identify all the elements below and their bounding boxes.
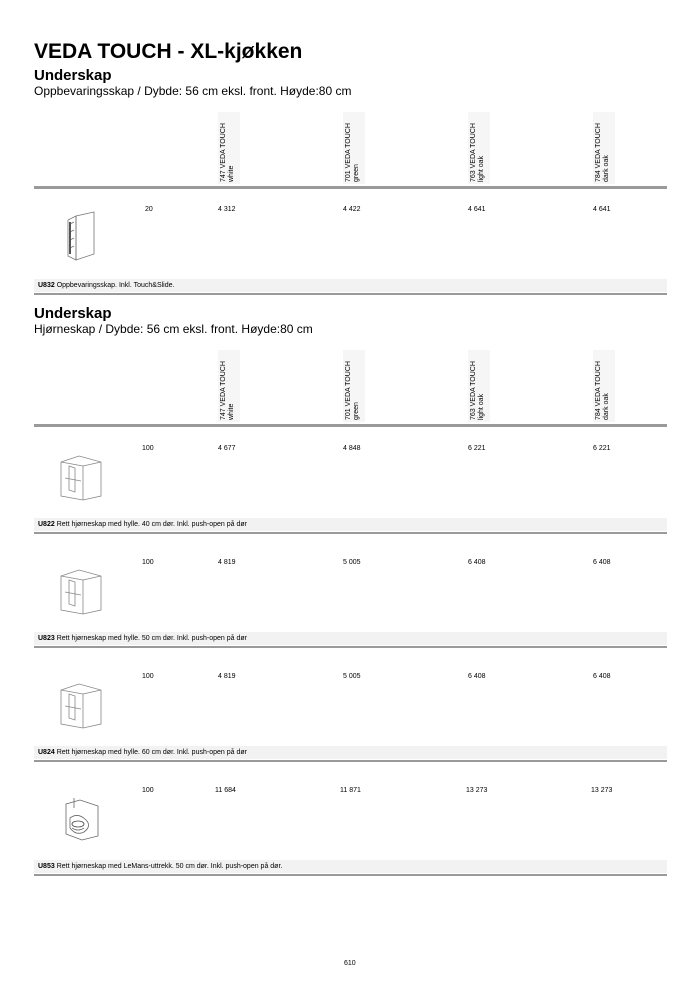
column-header-line1: 763 VEDA TOUCH [470,361,477,420]
price-light-oak: 6 408 [468,673,486,680]
column-header-green [343,112,365,184]
row-description [34,279,667,292]
corner-cabinet-icon [55,566,107,616]
price-green: 4 848 [343,445,361,452]
section-subheading: Hjørneskap / Dybde: 56 cm eksl. front. Høyde:80 cm [34,322,313,336]
product-code: U824 [38,749,55,756]
column-header-line2: green [353,164,360,182]
product-description: Rett hjørneskap med hylle. 50 cm dør. Inkl. push-open på dør [56,635,247,642]
product-code: U853 [38,863,55,870]
price-white: 11 684 [215,787,236,794]
column-header-light-oak [468,350,490,422]
price-green: 5 005 [343,559,361,566]
qty: 100 [142,673,154,680]
column-header-line1: 747 VEDA TOUCH [220,123,227,182]
price-white: 4 819 [218,559,236,566]
product-code: U832 [38,282,55,289]
row-divider [34,874,667,876]
page-title: VEDA TOUCH - XL-kjøkken [34,40,303,63]
column-header-line1: 784 VEDA TOUCH [595,123,602,182]
row-divider [34,646,667,648]
price-dark-oak: 6 221 [593,445,611,452]
price-light-oak: 13 273 [466,787,488,794]
column-header-line1: 763 VEDA TOUCH [470,123,477,182]
column-header-white [218,112,240,184]
column-header-white [218,350,240,422]
section-heading: Underskap [34,67,112,84]
corner-cabinet-icon [55,452,107,502]
column-header-line2: dark oak [603,393,610,420]
column-header-line1: 747 VEDA TOUCH [220,361,227,420]
column-header-dark-oak [593,350,615,422]
qty: 100 [142,559,154,566]
qty: 100 [142,445,154,452]
price-light-oak: 4 641 [468,206,486,213]
column-header-light-oak [468,112,490,184]
price-light-oak: 6 408 [468,559,486,566]
row-divider [34,293,667,295]
product-code: U823 [38,635,55,642]
column-header-line2: white [228,403,235,420]
row-description [34,860,667,873]
column-header-line2: white [228,165,235,182]
qty: 100 [142,787,154,794]
price-dark-oak: 13 273 [591,787,613,794]
price-green: 4 422 [343,206,361,213]
header-rule [34,424,667,427]
price-dark-oak: 4 641 [593,206,611,213]
column-header-line1: 701 VEDA TOUCH [345,123,352,182]
product-code: U822 [38,521,55,528]
price-white: 4 677 [218,445,236,452]
price-white: 4 312 [218,206,236,213]
row-divider [34,532,667,534]
corner-cabinet-icon [55,680,107,730]
price-dark-oak: 6 408 [593,673,611,680]
qty: 20 [145,206,153,213]
column-header-line2: green [353,402,360,420]
column-header-line2: light oak [478,155,485,182]
corner-lemans-cabinet-icon [58,794,104,844]
price-green: 11 871 [340,787,361,794]
column-header-line2: dark oak [603,155,610,182]
page-number: 610 [344,960,356,967]
column-header-line1: 784 VEDA TOUCH [595,361,602,420]
section-heading: Underskap [34,305,112,322]
price-dark-oak: 6 408 [593,559,611,566]
header-rule [34,186,667,189]
price-green: 5 005 [343,673,361,680]
row-description [34,746,667,759]
price-white: 4 819 [218,673,236,680]
row-description [34,632,667,645]
tall-pullout-cabinet-icon [58,210,104,262]
product-description: Rett hjørneskap med LeMans-uttrekk. 50 cm dør. Inkl. push-open på dør. [56,863,283,870]
column-header-green [343,350,365,422]
row-divider [34,760,667,762]
product-description: Rett hjørneskap med hylle. 40 cm dør. Inkl. push-open på dør [56,521,247,528]
price-light-oak: 6 221 [468,445,486,452]
row-description [34,518,667,531]
column-header-dark-oak [593,112,615,184]
section-subheading: Oppbevaringsskap / Dybde: 56 cm eksl. front. Høyde:80 cm [34,84,352,98]
column-header-line2: light oak [478,393,485,420]
column-header-line1: 701 VEDA TOUCH [345,361,352,420]
product-description: Oppbevaringsskap. Inkl. Touch&Slide. [56,282,175,289]
product-description: Rett hjørneskap med hylle. 60 cm dør. Inkl. push-open på dør [56,749,247,756]
